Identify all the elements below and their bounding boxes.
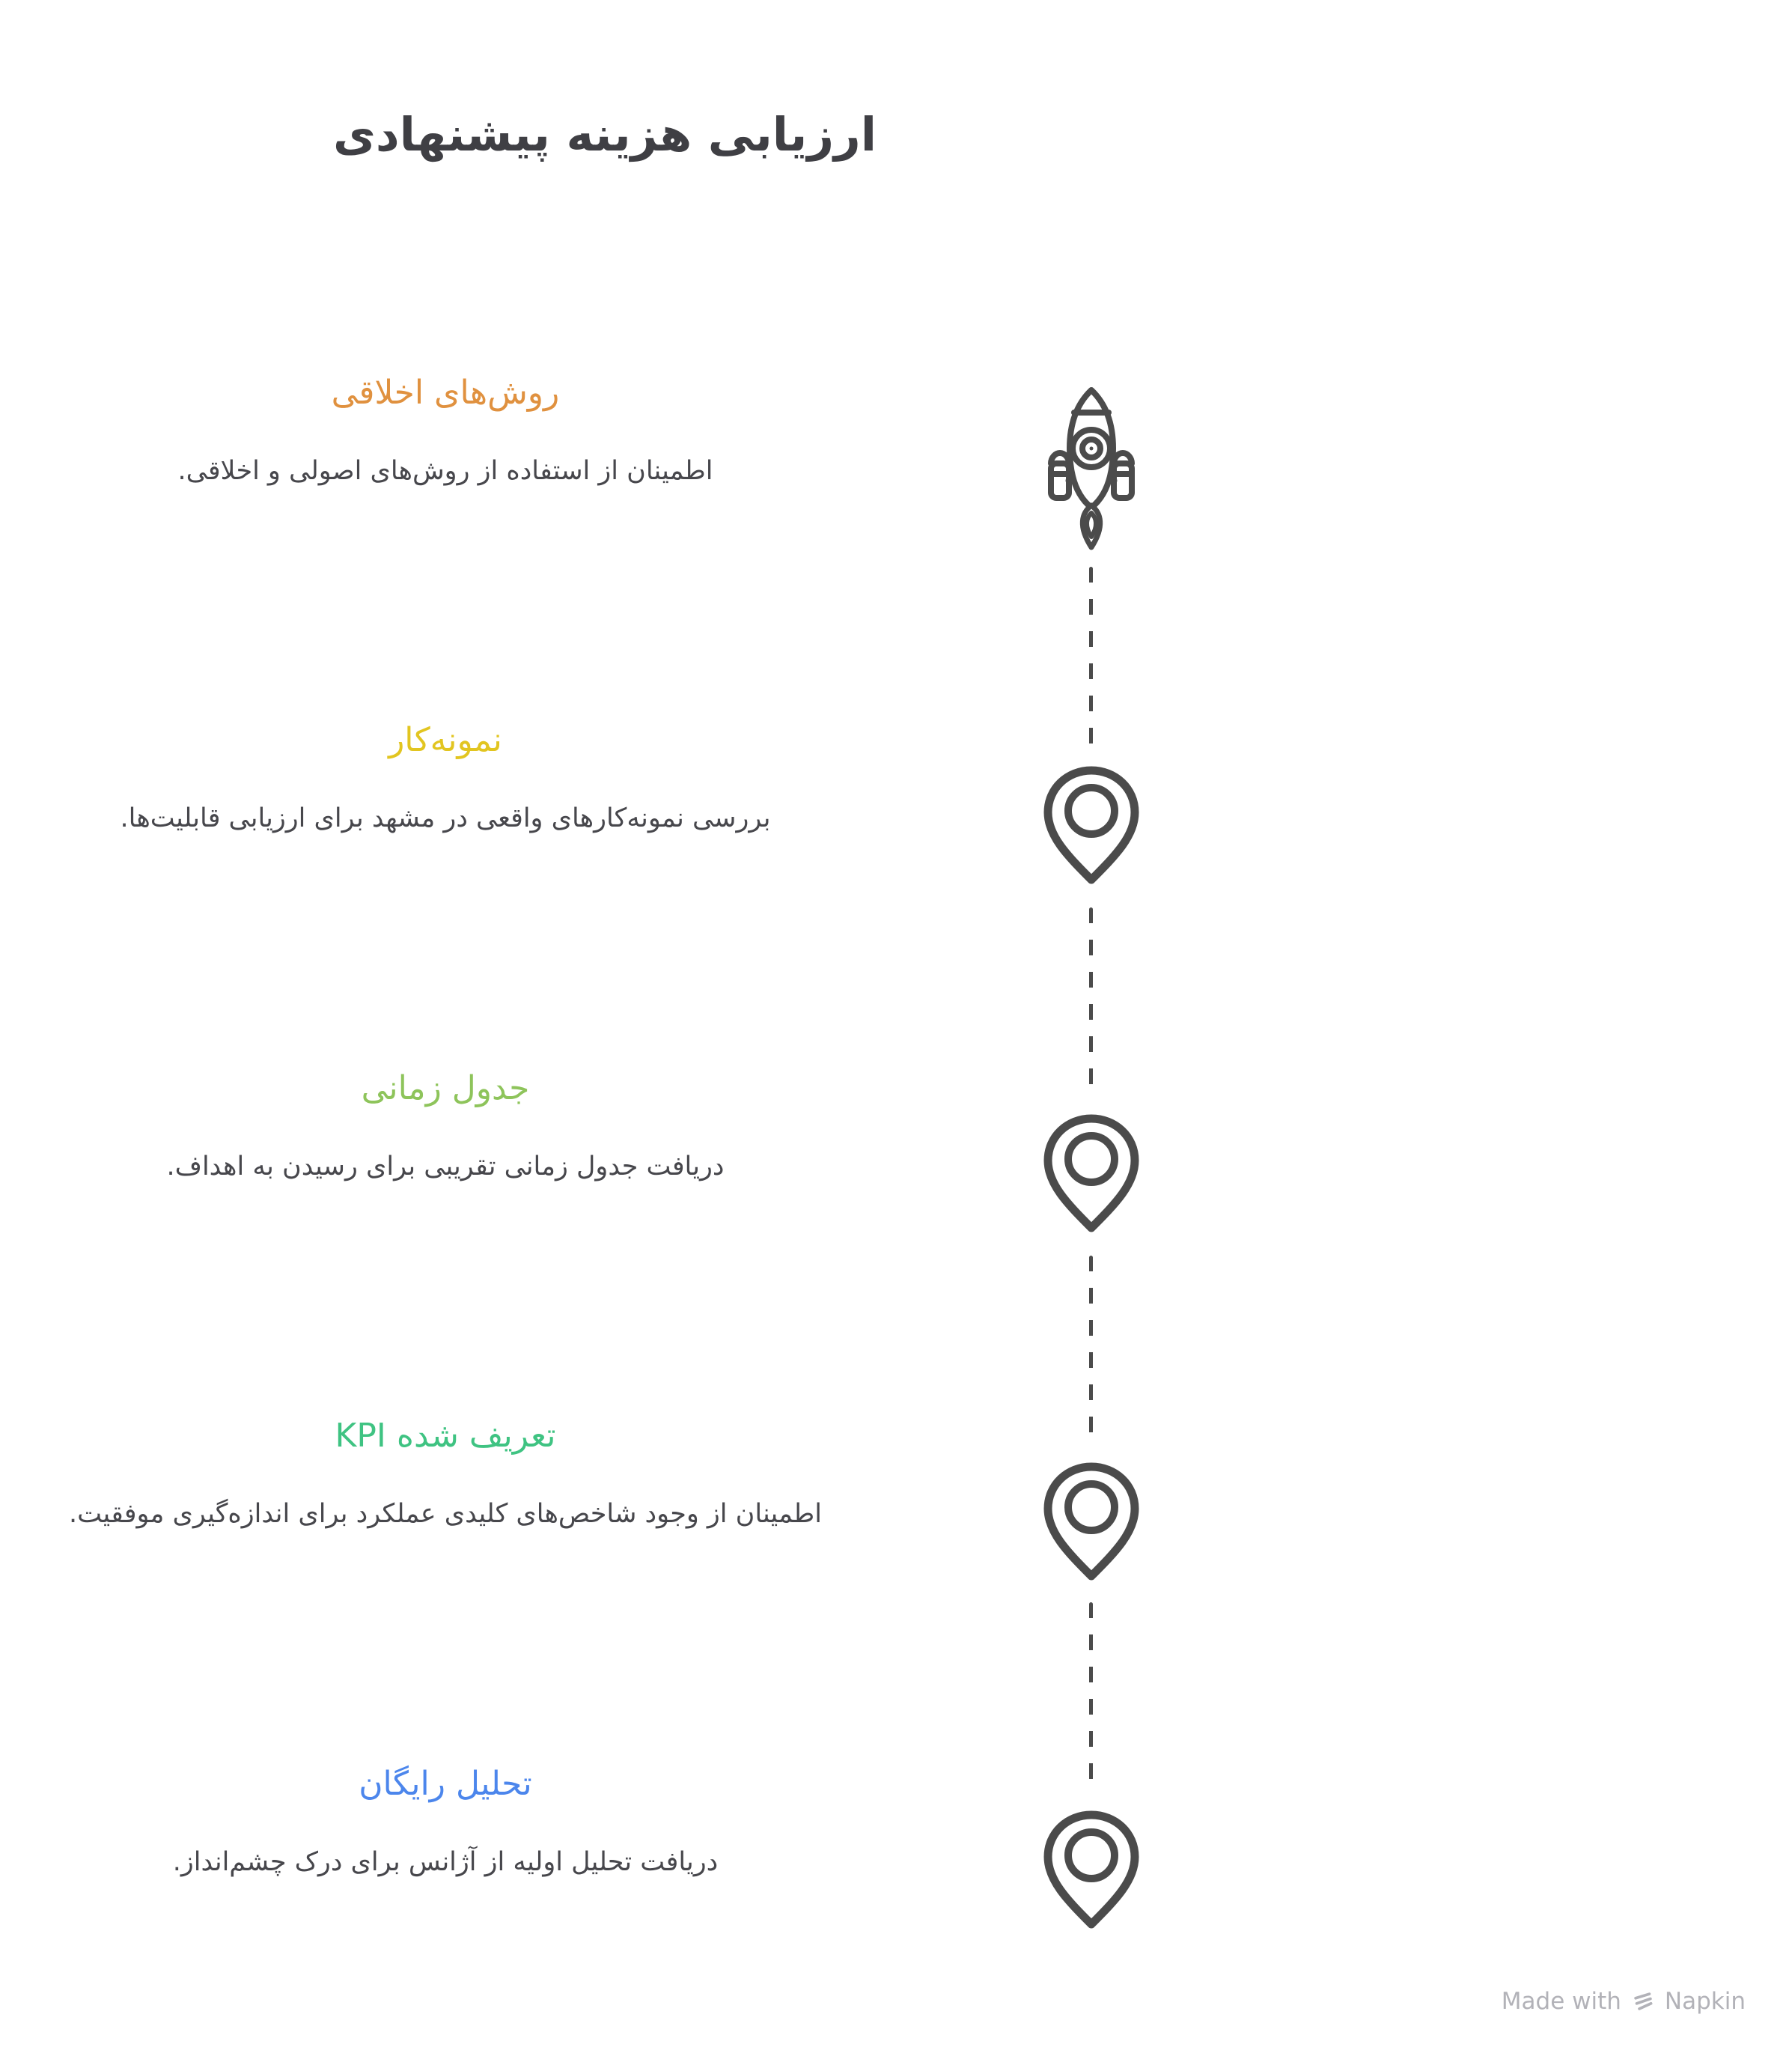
location-pin-icon-4 xyxy=(1042,1810,1141,1931)
step-4-description: اطمینان از وجود شاخص‌های کلیدی عملکرد برای اندازه‌گیری موفقیت. xyxy=(69,1499,822,1529)
timeline-dashed-connector-1 xyxy=(1089,567,1093,754)
timeline-step-2 xyxy=(34,719,857,891)
step-3-description: دریافت جدول زمانی تقریبی برای رسیدن به اهداف. xyxy=(166,1152,725,1181)
location-pin-icon-2 xyxy=(1042,1113,1141,1235)
watermark-made-with-text: Made with xyxy=(1501,1988,1621,2015)
timeline-step-4 xyxy=(34,1414,857,1587)
timeline-dashed-connector-3 xyxy=(1089,1256,1093,1449)
step-1-description: اطمینان از استفاده از روش‌های اصولی و اخلاقی. xyxy=(177,456,713,486)
napkin-logo-icon xyxy=(1630,1989,1656,2014)
timeline-dashed-connector-4 xyxy=(1089,1602,1093,1780)
step-5-heading: تحلیل رایگان xyxy=(359,1765,532,1803)
step-2-description: بررسی نمونه‌کارهای واقعی در مشهد برای ارزیابی قابلیت‌ها. xyxy=(120,803,771,833)
location-pin-icon-3 xyxy=(1042,1462,1141,1583)
location-pin-icon-1 xyxy=(1042,765,1141,886)
step-3-heading: جدول زمانی xyxy=(361,1069,530,1107)
step-4-heading: تعریف شده KPI xyxy=(335,1417,556,1455)
step-2-heading: نمونه‌کار xyxy=(388,721,502,759)
timeline-dashed-connector-2 xyxy=(1089,907,1093,1099)
timeline-step-5 xyxy=(34,1763,857,1935)
step-1-heading: روش‌های اخلاقی xyxy=(331,374,560,412)
page-title: ارزیابی هزینه پیشنهادی xyxy=(333,107,877,162)
napkin-watermark-link[interactable] xyxy=(1502,1988,1746,2015)
step-5-description: دریافت تحلیل اولیه از آژانس برای درک چشم‌انداز. xyxy=(172,1847,719,1877)
timeline-step-1 xyxy=(34,371,857,544)
watermark-brand-text: Napkin xyxy=(1664,1988,1746,2015)
rocket-icon xyxy=(1046,386,1136,552)
timeline-step-3 xyxy=(34,1067,857,1239)
